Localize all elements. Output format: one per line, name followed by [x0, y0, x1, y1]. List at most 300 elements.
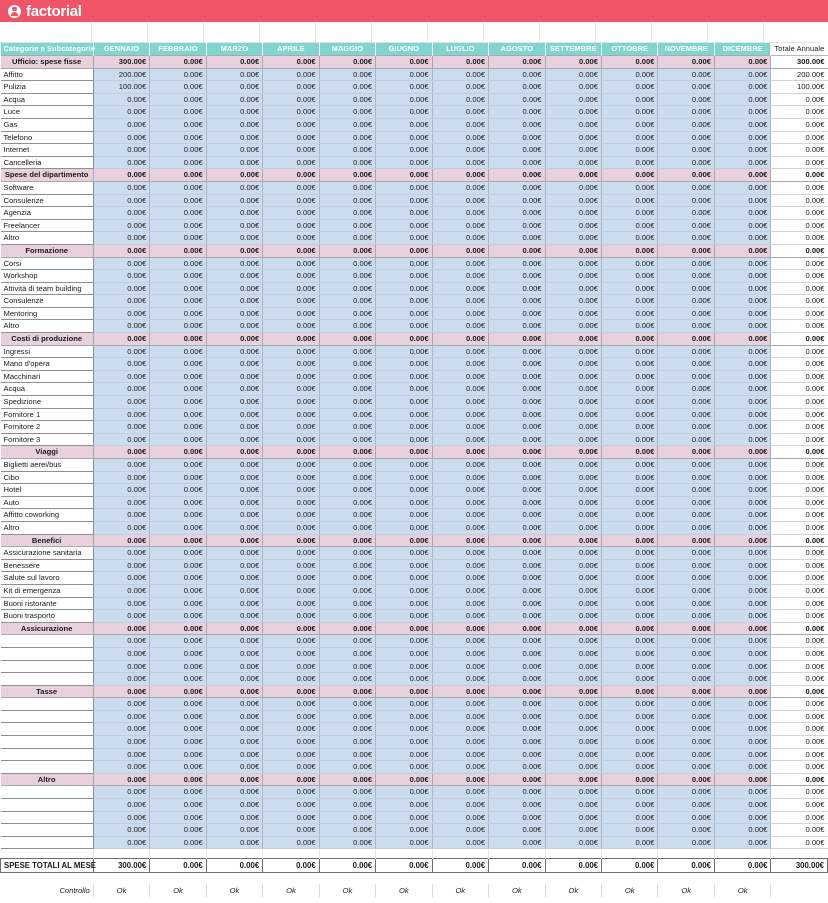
amount-cell[interactable]: 0.00€ [206, 647, 262, 660]
amount-cell[interactable]: 0.00€ [150, 710, 206, 723]
amount-cell[interactable]: 0.00€ [489, 232, 545, 245]
amount-cell[interactable]: 0.00€ [206, 421, 262, 434]
amount-cell[interactable]: 0.00€ [714, 383, 770, 396]
amount-cell[interactable]: 0.00€ [432, 307, 488, 320]
amount-cell[interactable]: 0.00€ [93, 471, 149, 484]
amount-cell[interactable]: 0.00€ [319, 320, 375, 333]
amount-cell[interactable]: 0.00€ [489, 673, 545, 686]
amount-cell[interactable]: 0.00€ [714, 660, 770, 673]
amount-cell[interactable]: 0.00€ [263, 824, 319, 837]
category-month-total[interactable]: 0.00€ [545, 244, 601, 257]
amount-cell[interactable]: 0.00€ [93, 559, 149, 572]
subcategory-label[interactable]: Gas [1, 118, 94, 131]
category-month-total[interactable]: 0.00€ [150, 622, 206, 635]
subcategory-label[interactable]: Luce [1, 106, 94, 119]
amount-cell[interactable]: 0.00€ [432, 597, 488, 610]
amount-cell[interactable]: 0.00€ [206, 181, 262, 194]
amount-cell[interactable]: 0.00€ [319, 106, 375, 119]
amount-cell[interactable]: 0.00€ [714, 459, 770, 472]
amount-cell[interactable]: 0.00€ [319, 811, 375, 824]
category-month-total[interactable]: 0.00€ [602, 534, 658, 547]
amount-cell[interactable]: 0.00€ [150, 786, 206, 799]
amount-cell[interactable]: 0.00€ [714, 408, 770, 421]
amount-cell[interactable]: 0.00€ [376, 433, 432, 446]
amount-cell[interactable]: 0.00€ [545, 584, 601, 597]
amount-cell[interactable]: 0.00€ [602, 509, 658, 522]
amount-cell[interactable]: 0.00€ [206, 509, 262, 522]
amount-cell[interactable]: 0.00€ [206, 144, 262, 157]
category-month-total[interactable]: 0.00€ [150, 333, 206, 346]
amount-cell[interactable]: 0.00€ [263, 521, 319, 534]
amount-cell[interactable]: 0.00€ [376, 207, 432, 220]
category-month-total[interactable]: 0.00€ [319, 622, 375, 635]
amount-cell[interactable]: 0.00€ [150, 257, 206, 270]
amount-cell[interactable]: 0.00€ [93, 635, 149, 648]
category-month-total[interactable]: 0.00€ [602, 169, 658, 182]
category-month-total[interactable]: 0.00€ [263, 244, 319, 257]
amount-cell[interactable]: 0.00€ [150, 799, 206, 812]
amount-cell[interactable]: 0.00€ [319, 219, 375, 232]
amount-cell[interactable]: 0.00€ [206, 131, 262, 144]
amount-cell[interactable]: 0.00€ [602, 144, 658, 157]
amount-cell[interactable]: 0.00€ [376, 748, 432, 761]
amount-cell[interactable]: 0.00€ [376, 496, 432, 509]
amount-cell[interactable]: 0.00€ [206, 698, 262, 711]
amount-cell[interactable]: 0.00€ [150, 93, 206, 106]
amount-cell[interactable]: 0.00€ [206, 295, 262, 308]
subcategory-label[interactable]: Fornitore 3 [1, 433, 94, 446]
amount-cell[interactable]: 0.00€ [432, 421, 488, 434]
amount-cell[interactable]: 0.00€ [658, 471, 714, 484]
amount-cell[interactable]: 0.00€ [714, 181, 770, 194]
amount-cell[interactable]: 0.00€ [319, 307, 375, 320]
category-month-total[interactable]: 0.00€ [206, 333, 262, 346]
amount-cell[interactable]: 0.00€ [319, 824, 375, 837]
category-month-total[interactable]: 0.00€ [714, 333, 770, 346]
amount-cell[interactable]: 0.00€ [93, 723, 149, 736]
category-month-total[interactable]: 0.00€ [432, 622, 488, 635]
subcategory-label[interactable]: Affitto coworking [1, 509, 94, 522]
amount-cell[interactable]: 0.00€ [263, 194, 319, 207]
amount-cell[interactable]: 0.00€ [658, 698, 714, 711]
subcategory-label[interactable] [1, 786, 94, 799]
category-month-total[interactable]: 0.00€ [658, 622, 714, 635]
amount-cell[interactable]: 0.00€ [545, 68, 601, 81]
amount-cell[interactable]: 0.00€ [714, 81, 770, 94]
amount-cell[interactable]: 0.00€ [150, 761, 206, 774]
amount-cell[interactable]: 0.00€ [489, 358, 545, 371]
amount-cell[interactable]: 0.00€ [602, 118, 658, 131]
amount-cell[interactable]: 0.00€ [263, 471, 319, 484]
category-month-total[interactable]: 0.00€ [658, 56, 714, 69]
amount-cell[interactable]: 0.00€ [658, 219, 714, 232]
amount-cell[interactable]: 0.00€ [432, 106, 488, 119]
amount-cell[interactable]: 0.00€ [489, 131, 545, 144]
amount-cell[interactable]: 0.00€ [263, 181, 319, 194]
amount-cell[interactable]: 0.00€ [602, 597, 658, 610]
amount-cell[interactable]: 0.00€ [376, 559, 432, 572]
amount-cell[interactable]: 0.00€ [545, 320, 601, 333]
amount-cell[interactable]: 0.00€ [263, 396, 319, 409]
amount-cell[interactable]: 0.00€ [714, 723, 770, 736]
amount-cell[interactable]: 0.00€ [545, 698, 601, 711]
amount-cell[interactable]: 0.00€ [714, 484, 770, 497]
amount-cell[interactable]: 0.00€ [376, 610, 432, 623]
amount-cell[interactable]: 0.00€ [658, 433, 714, 446]
amount-cell[interactable]: 0.00€ [714, 673, 770, 686]
category-month-total[interactable]: 0.00€ [206, 685, 262, 698]
amount-cell[interactable]: 0.00€ [714, 635, 770, 648]
amount-cell[interactable]: 0.00€ [376, 295, 432, 308]
amount-cell[interactable]: 0.00€ [432, 93, 488, 106]
amount-cell[interactable]: 0.00€ [263, 584, 319, 597]
amount-cell[interactable]: 0.00€ [376, 710, 432, 723]
amount-cell[interactable]: 0.00€ [432, 710, 488, 723]
amount-cell[interactable]: 0.00€ [658, 824, 714, 837]
amount-cell[interactable]: 0.00€ [150, 207, 206, 220]
amount-cell[interactable]: 0.00€ [714, 131, 770, 144]
amount-cell[interactable]: 0.00€ [206, 610, 262, 623]
amount-cell[interactable]: 0.00€ [658, 559, 714, 572]
amount-cell[interactable]: 0.00€ [319, 144, 375, 157]
amount-cell[interactable]: 0.00€ [602, 131, 658, 144]
amount-cell[interactable]: 0.00€ [263, 370, 319, 383]
category-month-total[interactable]: 0.00€ [93, 169, 149, 182]
amount-cell[interactable]: 0.00€ [714, 572, 770, 585]
amount-cell[interactable]: 0.00€ [545, 597, 601, 610]
amount-cell[interactable]: 0.00€ [489, 836, 545, 849]
amount-cell[interactable]: 0.00€ [206, 547, 262, 560]
amount-cell[interactable]: 0.00€ [489, 282, 545, 295]
category-month-total[interactable]: 0.00€ [545, 773, 601, 786]
category-month-total[interactable]: 0.00€ [319, 685, 375, 698]
category-month-total[interactable]: 0.00€ [93, 244, 149, 257]
amount-cell[interactable]: 0.00€ [658, 421, 714, 434]
amount-cell[interactable]: 0.00€ [432, 799, 488, 812]
amount-cell[interactable]: 0.00€ [376, 471, 432, 484]
amount-cell[interactable]: 0.00€ [376, 370, 432, 383]
category-month-total[interactable]: 0.00€ [150, 685, 206, 698]
amount-cell[interactable]: 0.00€ [376, 698, 432, 711]
category-month-total[interactable]: 0.00€ [432, 534, 488, 547]
amount-cell[interactable]: 0.00€ [489, 799, 545, 812]
amount-cell[interactable]: 0.00€ [376, 408, 432, 421]
category-month-total[interactable]: 0.00€ [545, 622, 601, 635]
amount-cell[interactable]: 0.00€ [206, 748, 262, 761]
amount-cell[interactable]: 0.00€ [714, 370, 770, 383]
category-month-total[interactable]: 0.00€ [263, 685, 319, 698]
amount-cell[interactable]: 0.00€ [263, 761, 319, 774]
amount-cell[interactable]: 0.00€ [319, 232, 375, 245]
amount-cell[interactable]: 0.00€ [658, 383, 714, 396]
amount-cell[interactable]: 0.00€ [714, 345, 770, 358]
amount-cell[interactable]: 0.00€ [432, 521, 488, 534]
amount-cell[interactable]: 0.00€ [545, 207, 601, 220]
amount-cell[interactable]: 0.00€ [150, 673, 206, 686]
category-month-total[interactable]: 0.00€ [93, 622, 149, 635]
amount-cell[interactable]: 0.00€ [658, 736, 714, 749]
amount-cell[interactable]: 0.00€ [432, 698, 488, 711]
amount-cell[interactable]: 0.00€ [319, 748, 375, 761]
category-month-total[interactable]: 0.00€ [658, 685, 714, 698]
amount-cell[interactable]: 0.00€ [602, 181, 658, 194]
category-month-total[interactable]: 0.00€ [263, 534, 319, 547]
amount-cell[interactable]: 0.00€ [376, 144, 432, 157]
amount-cell[interactable]: 0.00€ [263, 383, 319, 396]
subcategory-label[interactable] [1, 723, 94, 736]
amount-cell[interactable]: 0.00€ [150, 635, 206, 648]
amount-cell[interactable]: 0.00€ [263, 156, 319, 169]
category-month-total[interactable]: 0.00€ [319, 244, 375, 257]
amount-cell[interactable]: 0.00€ [206, 156, 262, 169]
amount-cell[interactable]: 0.00€ [602, 421, 658, 434]
amount-cell[interactable]: 0.00€ [93, 370, 149, 383]
subcategory-label[interactable]: Acqua [1, 383, 94, 396]
category-month-total[interactable]: 0.00€ [263, 56, 319, 69]
category-month-total[interactable]: 0.00€ [376, 446, 432, 459]
amount-cell[interactable]: 0.00€ [658, 118, 714, 131]
amount-cell[interactable]: 0.00€ [376, 421, 432, 434]
amount-cell[interactable]: 0.00€ [658, 799, 714, 812]
amount-cell[interactable]: 0.00€ [150, 232, 206, 245]
amount-cell[interactable]: 0.00€ [489, 207, 545, 220]
amount-cell[interactable]: 0.00€ [93, 673, 149, 686]
amount-cell[interactable]: 0.00€ [714, 144, 770, 157]
amount-cell[interactable]: 0.00€ [93, 358, 149, 371]
amount-cell[interactable]: 0.00€ [545, 660, 601, 673]
amount-cell[interactable]: 0.00€ [319, 496, 375, 509]
category-month-total[interactable]: 0.00€ [545, 685, 601, 698]
amount-cell[interactable]: 0.00€ [658, 358, 714, 371]
amount-cell[interactable]: 0.00€ [489, 597, 545, 610]
amount-cell[interactable]: 0.00€ [545, 257, 601, 270]
amount-cell[interactable]: 0.00€ [432, 181, 488, 194]
amount-cell[interactable]: 0.00€ [206, 799, 262, 812]
category-month-total[interactable]: 0.00€ [206, 56, 262, 69]
amount-cell[interactable]: 0.00€ [206, 383, 262, 396]
amount-cell[interactable]: 0.00€ [602, 383, 658, 396]
category-month-total[interactable]: 0.00€ [432, 56, 488, 69]
category-month-total[interactable]: 300.00€ [93, 56, 149, 69]
amount-cell[interactable]: 0.00€ [432, 824, 488, 837]
amount-cell[interactable]: 0.00€ [489, 647, 545, 660]
amount-cell[interactable]: 0.00€ [602, 521, 658, 534]
amount-cell[interactable]: 0.00€ [319, 433, 375, 446]
amount-cell[interactable]: 0.00€ [714, 106, 770, 119]
amount-cell[interactable]: 0.00€ [489, 433, 545, 446]
amount-cell[interactable]: 0.00€ [263, 736, 319, 749]
amount-cell[interactable]: 0.00€ [376, 584, 432, 597]
amount-cell[interactable]: 0.00€ [150, 181, 206, 194]
amount-cell[interactable]: 0.00€ [714, 118, 770, 131]
amount-cell[interactable]: 0.00€ [93, 118, 149, 131]
subcategory-label[interactable] [1, 836, 94, 849]
category-month-total[interactable]: 0.00€ [602, 446, 658, 459]
amount-cell[interactable]: 0.00€ [489, 459, 545, 472]
amount-cell[interactable]: 0.00€ [489, 408, 545, 421]
amount-cell[interactable]: 0.00€ [432, 433, 488, 446]
amount-cell[interactable]: 0.00€ [150, 219, 206, 232]
amount-cell[interactable]: 0.00€ [93, 786, 149, 799]
amount-cell[interactable]: 0.00€ [545, 383, 601, 396]
amount-cell[interactable]: 0.00€ [93, 521, 149, 534]
amount-cell[interactable]: 0.00€ [319, 156, 375, 169]
amount-cell[interactable]: 0.00€ [602, 270, 658, 283]
amount-cell[interactable]: 0.00€ [319, 836, 375, 849]
amount-cell[interactable]: 0.00€ [602, 660, 658, 673]
amount-cell[interactable]: 0.00€ [432, 232, 488, 245]
amount-cell[interactable]: 0.00€ [263, 270, 319, 283]
amount-cell[interactable]: 0.00€ [319, 761, 375, 774]
amount-cell[interactable]: 0.00€ [93, 547, 149, 560]
amount-cell[interactable]: 0.00€ [432, 156, 488, 169]
amount-cell[interactable]: 0.00€ [150, 521, 206, 534]
amount-cell[interactable]: 0.00€ [150, 471, 206, 484]
category-month-total[interactable]: 0.00€ [150, 773, 206, 786]
amount-cell[interactable]: 0.00€ [602, 673, 658, 686]
amount-cell[interactable]: 0.00€ [376, 232, 432, 245]
amount-cell[interactable]: 0.00€ [206, 433, 262, 446]
amount-cell[interactable]: 0.00€ [319, 584, 375, 597]
amount-cell[interactable]: 0.00€ [714, 358, 770, 371]
amount-cell[interactable]: 0.00€ [376, 320, 432, 333]
amount-cell[interactable]: 0.00€ [319, 786, 375, 799]
amount-cell[interactable]: 0.00€ [206, 572, 262, 585]
amount-cell[interactable]: 0.00€ [206, 660, 262, 673]
amount-cell[interactable]: 0.00€ [93, 156, 149, 169]
subcategory-label[interactable] [1, 710, 94, 723]
amount-cell[interactable]: 0.00€ [602, 723, 658, 736]
amount-cell[interactable]: 0.00€ [150, 660, 206, 673]
amount-cell[interactable]: 0.00€ [545, 723, 601, 736]
amount-cell[interactable]: 0.00€ [489, 194, 545, 207]
category-month-total[interactable]: 0.00€ [263, 333, 319, 346]
amount-cell[interactable]: 0.00€ [602, 484, 658, 497]
amount-cell[interactable]: 0.00€ [376, 673, 432, 686]
amount-cell[interactable]: 0.00€ [319, 257, 375, 270]
amount-cell[interactable]: 0.00€ [206, 811, 262, 824]
amount-cell[interactable]: 0.00€ [545, 635, 601, 648]
amount-cell[interactable]: 0.00€ [93, 219, 149, 232]
amount-cell[interactable]: 0.00€ [432, 459, 488, 472]
amount-cell[interactable]: 0.00€ [602, 295, 658, 308]
amount-cell[interactable]: 0.00€ [206, 710, 262, 723]
amount-cell[interactable]: 0.00€ [93, 433, 149, 446]
category-month-total[interactable]: 0.00€ [150, 446, 206, 459]
amount-cell[interactable]: 0.00€ [376, 181, 432, 194]
amount-cell[interactable]: 0.00€ [376, 597, 432, 610]
category-month-total[interactable]: 0.00€ [376, 56, 432, 69]
subcategory-label[interactable] [1, 698, 94, 711]
category-month-total[interactable]: 0.00€ [206, 534, 262, 547]
amount-cell[interactable]: 0.00€ [545, 673, 601, 686]
amount-cell[interactable]: 0.00€ [150, 320, 206, 333]
subcategory-label[interactable]: Workshop [1, 270, 94, 283]
amount-cell[interactable]: 0.00€ [658, 811, 714, 824]
category-month-total[interactable]: 0.00€ [150, 534, 206, 547]
amount-cell[interactable]: 0.00€ [545, 824, 601, 837]
amount-cell[interactable]: 0.00€ [545, 358, 601, 371]
amount-cell[interactable]: 0.00€ [206, 307, 262, 320]
amount-cell[interactable]: 0.00€ [714, 597, 770, 610]
amount-cell[interactable]: 0.00€ [93, 484, 149, 497]
amount-cell[interactable]: 0.00€ [319, 131, 375, 144]
amount-cell[interactable]: 0.00€ [489, 396, 545, 409]
amount-cell[interactable]: 0.00€ [658, 257, 714, 270]
amount-cell[interactable]: 0.00€ [206, 194, 262, 207]
amount-cell[interactable]: 0.00€ [206, 81, 262, 94]
amount-cell[interactable]: 0.00€ [432, 345, 488, 358]
amount-cell[interactable]: 0.00€ [545, 484, 601, 497]
amount-cell[interactable]: 0.00€ [206, 723, 262, 736]
amount-cell[interactable]: 0.00€ [93, 736, 149, 749]
amount-cell[interactable]: 0.00€ [263, 282, 319, 295]
amount-cell[interactable]: 0.00€ [93, 824, 149, 837]
amount-cell[interactable]: 0.00€ [658, 181, 714, 194]
amount-cell[interactable]: 0.00€ [714, 736, 770, 749]
amount-cell[interactable]: 0.00€ [93, 459, 149, 472]
amount-cell[interactable]: 0.00€ [376, 345, 432, 358]
amount-cell[interactable]: 0.00€ [489, 295, 545, 308]
amount-cell[interactable]: 0.00€ [206, 559, 262, 572]
category-month-total[interactable]: 0.00€ [658, 446, 714, 459]
category-month-total[interactable]: 0.00€ [658, 169, 714, 182]
amount-cell[interactable]: 0.00€ [489, 761, 545, 774]
amount-cell[interactable]: 0.00€ [545, 396, 601, 409]
amount-cell[interactable]: 0.00€ [658, 156, 714, 169]
amount-cell[interactable]: 0.00€ [376, 219, 432, 232]
amount-cell[interactable]: 0.00€ [489, 81, 545, 94]
amount-cell[interactable]: 0.00€ [489, 320, 545, 333]
amount-cell[interactable]: 0.00€ [489, 68, 545, 81]
amount-cell[interactable]: 0.00€ [206, 736, 262, 749]
amount-cell[interactable]: 0.00€ [545, 509, 601, 522]
amount-cell[interactable]: 0.00€ [432, 370, 488, 383]
amount-cell[interactable]: 0.00€ [206, 232, 262, 245]
amount-cell[interactable]: 0.00€ [376, 307, 432, 320]
amount-cell[interactable]: 0.00€ [263, 232, 319, 245]
amount-cell[interactable]: 0.00€ [376, 257, 432, 270]
amount-cell[interactable]: 0.00€ [432, 282, 488, 295]
amount-cell[interactable]: 0.00€ [376, 647, 432, 660]
amount-cell[interactable]: 0.00€ [658, 710, 714, 723]
amount-cell[interactable]: 0.00€ [93, 295, 149, 308]
amount-cell[interactable]: 0.00€ [432, 295, 488, 308]
amount-cell[interactable]: 0.00€ [263, 257, 319, 270]
subcategory-label[interactable]: Agenzia [1, 207, 94, 220]
amount-cell[interactable]: 0.00€ [150, 736, 206, 749]
subcategory-label[interactable]: Hotel [1, 484, 94, 497]
category-month-total[interactable]: 0.00€ [319, 169, 375, 182]
category-month-total[interactable]: 0.00€ [150, 244, 206, 257]
amount-cell[interactable]: 0.00€ [206, 106, 262, 119]
amount-cell[interactable]: 0.00€ [602, 559, 658, 572]
subcategory-label[interactable]: Fornitore 1 [1, 408, 94, 421]
subcategory-label[interactable]: Fornitore 2 [1, 421, 94, 434]
amount-cell[interactable]: 0.00€ [93, 421, 149, 434]
amount-cell[interactable]: 0.00€ [150, 131, 206, 144]
amount-cell[interactable]: 0.00€ [602, 81, 658, 94]
category-month-total[interactable]: 0.00€ [658, 244, 714, 257]
amount-cell[interactable]: 0.00€ [714, 799, 770, 812]
amount-cell[interactable]: 0.00€ [263, 307, 319, 320]
amount-cell[interactable]: 0.00€ [714, 710, 770, 723]
amount-cell[interactable]: 0.00€ [489, 698, 545, 711]
amount-cell[interactable]: 0.00€ [432, 786, 488, 799]
amount-cell[interactable]: 0.00€ [263, 295, 319, 308]
amount-cell[interactable]: 0.00€ [432, 257, 488, 270]
amount-cell[interactable]: 0.00€ [714, 559, 770, 572]
